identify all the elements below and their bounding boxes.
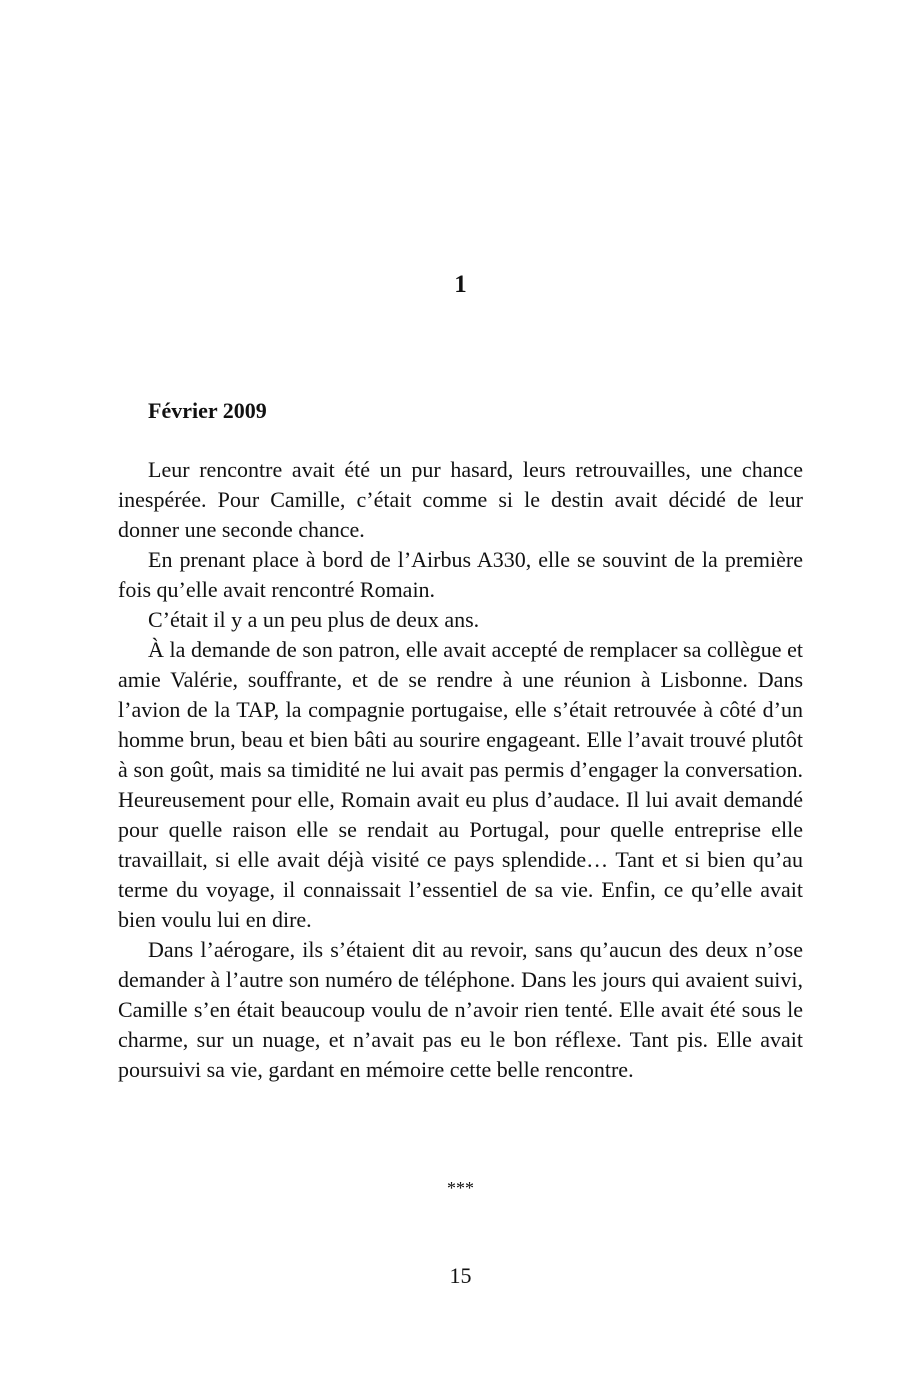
chapter-number: 1	[454, 271, 467, 298]
paragraph: Dans l’aérogare, ils s’étaient dit au revoir, sans qu’aucun des deux n’ose demander à l’autre son numéro de téléphone. Dans les jours qui avaient suivi, Camille s’en était beaucoup voulu de n’avoir rien tenté. Elle avait été sous le charme, sur un nuage, et n’avait pas eu le bon réflexe. Tant pis. Elle avait poursuivi sa vie, gardant en mémoire cette belle rencontre.	[118, 937, 803, 1082]
paragraph: C’était il y a un peu plus de deux ans.	[148, 607, 480, 632]
page-number: 15	[449, 1263, 472, 1288]
paragraph: À la demande de son patron, elle avait accepté de remplacer sa collègue et amie Valérie, souffrante, et de se rendre à une réunion à Lisbonne. Dans l’avion de la TAP, la compagnie portugaise, elle s’était retrouvée à côté d’un homme brun, beau et bien bâti au sourire engageant. Elle l’avait trouvé plutôt à son goût, mais sa timidité ne lui avait pas permis d’engager la conversation. Heureusement pour elle, Romain avait eu plus d’audace. Il lui avait demandé pour quelle raison elle se rendait au Portugal, pour quelle entreprise elle travaillait, si elle avait déjà visité ce pays splendide… Tant et si bien qu’au terme du voyage, il connaissait l’essentiel de sa vie. Enfin, ce qu’elle avait bien voulu lui en dire.	[118, 637, 803, 932]
chapter-text	[118, 455, 803, 1085]
paragraph: Leur rencontre avait été un pur hasard, leurs retrouvailles, une chance inespérée. Pour Camille, c’était comme si le destin avait décidé de leur donner une seconde chance.	[118, 457, 803, 542]
section-separator: ***	[447, 1178, 474, 1198]
paragraph: En prenant place à bord de l’Airbus A330, elle se souvint de la première fois qu’elle avait rencontré Romain.	[118, 547, 803, 602]
section-date-heading: Février 2009	[148, 398, 267, 423]
